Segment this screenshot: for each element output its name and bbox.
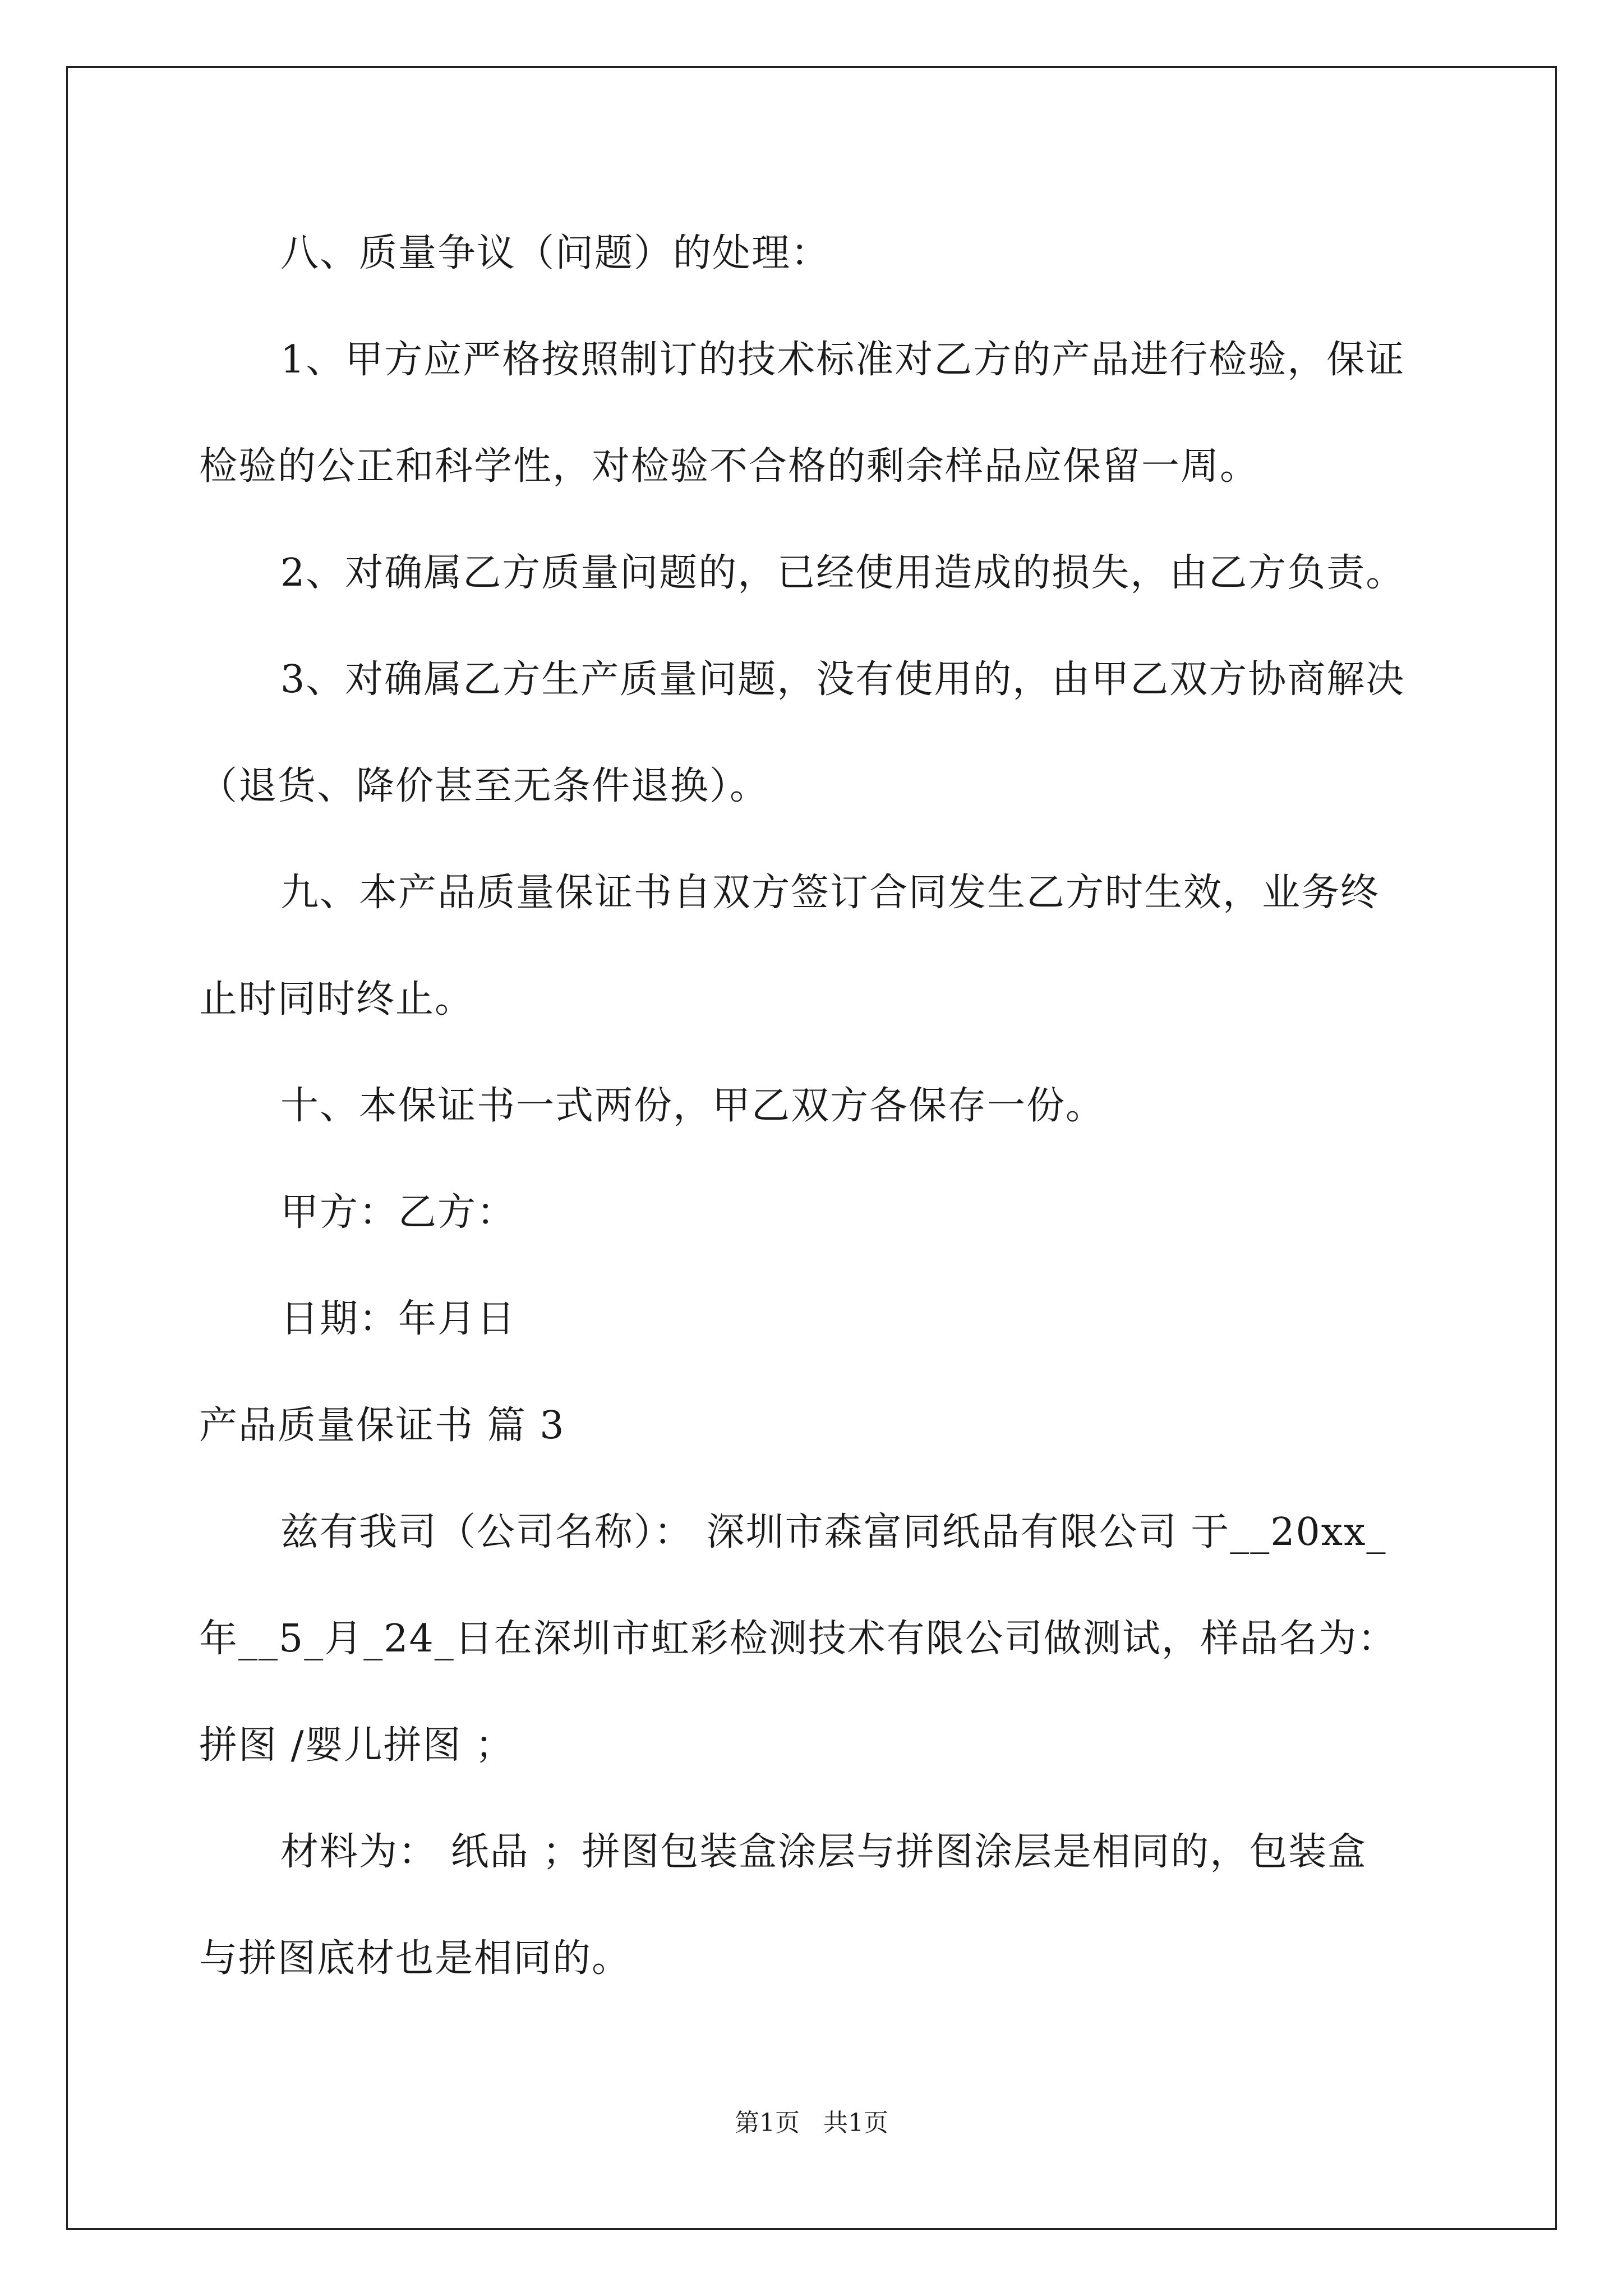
section-heading-eight: 八、质量争议（问题）的处理： <box>280 231 831 275</box>
paragraph-line: 2、对确属乙方质量问题的，已经使用造成的损失，由乙方负责。 <box>280 551 1405 595</box>
paragraph-line: 兹有我司（公司名称）： 深圳市森富同纸品有限公司 于__20xx_ <box>280 1510 1387 1554</box>
signature-date: 日期：年月日 <box>280 1297 517 1341</box>
signature-parties: 甲方：乙方： <box>280 1190 517 1235</box>
paragraph-line: 1、甲方应严格按照制订的技术标准对乙方的产品进行检验，保证 <box>280 338 1405 382</box>
page-number: 第1页 共1页 <box>735 2109 888 2137</box>
paragraph-line: 与拼图底材也是相同的。 <box>199 1936 631 1981</box>
paragraph-line: （退货、降价甚至无条件退换）。 <box>199 764 769 808</box>
paragraph-line: 检验的公正和科学性，对检验不合格的剩余样品应保留一周。 <box>199 444 1260 489</box>
paragraph-line: 止时同时终止。 <box>199 977 474 1022</box>
paragraph-line: 材料为： 纸品 ；拼图包装盒涂层与拼图涂层是相同的，包装盒 <box>280 1830 1367 1874</box>
paragraph-line: 年__5_月_24_日在深圳市虹彩检测技术有限公司做测试，样品名为： <box>199 1617 1397 1661</box>
paragraph-line: 3、对确属乙方生产质量问题，没有使用的，由甲乙双方协商解决 <box>280 657 1405 702</box>
section-heading-nine: 九、本产品质量保证书自双方签订合同发生乙方时生效，业务终 <box>280 871 1380 915</box>
page-border <box>66 66 1557 2230</box>
document-subtitle: 产品质量保证书 篇 3 <box>199 1404 565 1448</box>
paragraph-line: 拼图 /婴儿拼图 ； <box>199 1723 515 1768</box>
section-heading-ten: 十、本保证书一式两份，甲乙双方各保存一份。 <box>280 1084 1105 1128</box>
